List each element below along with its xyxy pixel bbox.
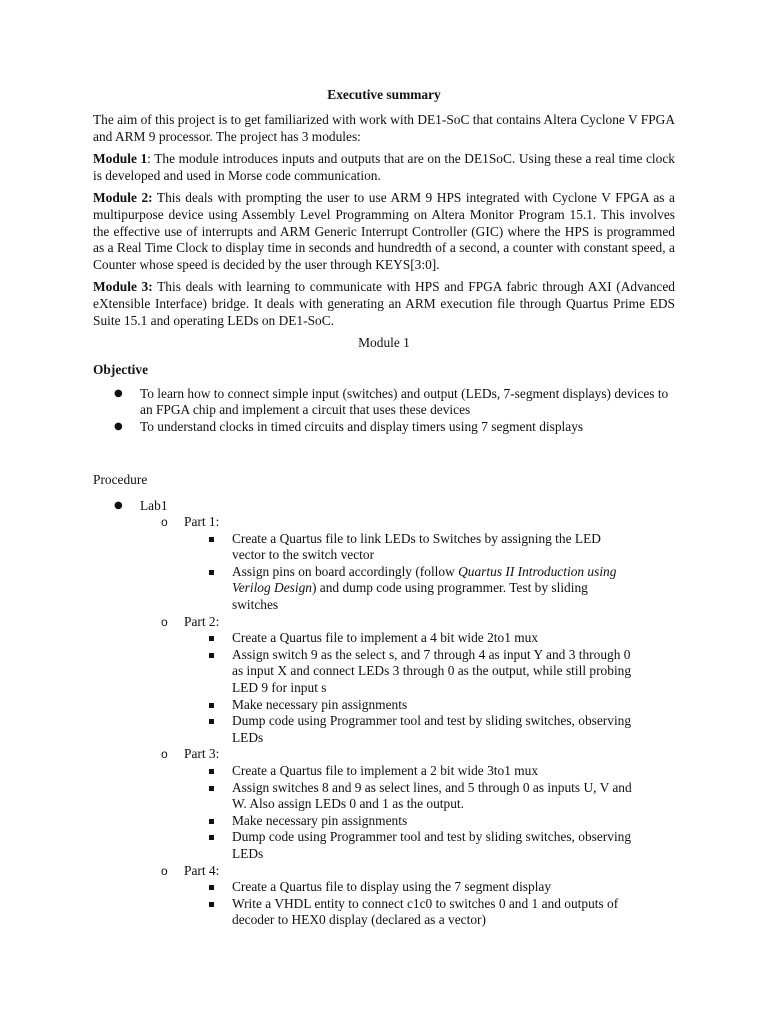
list-item — [93, 419, 675, 436]
reference-title: Quartus II Introduction using Verilog Design — [232, 563, 617, 596]
module-1-summary — [93, 151, 675, 184]
step-list — [185, 531, 633, 614]
step-item — [185, 879, 633, 896]
part-steps — [185, 531, 675, 614]
square-bullet-icon — [209, 703, 214, 708]
part-item — [139, 746, 675, 763]
square-bullet-icon — [209, 653, 214, 658]
part-item — [139, 863, 675, 880]
square-bullet-icon — [209, 902, 214, 907]
step-text: Create a Quartus file to implement a 4 bit wide 2to1 mux — [232, 630, 539, 646]
step-text: Dump code using Programmer tool and test by sliding switches, observing LEDs — [232, 829, 632, 861]
square-bullet-icon — [209, 819, 214, 824]
step-item — [185, 713, 633, 746]
procedure-list — [93, 498, 675, 515]
square-bullet-icon — [209, 835, 214, 840]
step-text: Make necessary pin assignments — [232, 696, 408, 712]
part-steps — [185, 630, 675, 746]
module-label: Module 3: — [93, 279, 153, 295]
part-label: Part 4: — [184, 862, 220, 878]
part-list — [139, 746, 675, 763]
bullet-icon: ● — [114, 420, 123, 432]
step-item — [185, 829, 633, 862]
step-item — [185, 813, 633, 830]
step-item — [185, 780, 633, 813]
part-label: Part 1: — [184, 514, 220, 530]
lab-label: Lab1 — [140, 497, 168, 513]
step-item — [185, 697, 633, 714]
step-text: Create a Quartus file to implement a 2 bit wide 3to1 mux — [232, 763, 539, 778]
module-2-summary — [93, 190, 675, 273]
lab-item — [93, 498, 675, 515]
intro-paragraph: The aim of this project is to get familiarized with work with DE1-SoC that contains Altera Cyclone V FPGA and ARM 9 processor. The project has 3 modules: — [93, 112, 675, 144]
step-text: Create a Quartus file to display using the 7 segment display — [232, 879, 552, 895]
lab-parts — [139, 514, 675, 929]
part-item — [139, 514, 675, 531]
objective-text: To learn how to connect simple input (switches) and output (LEDs, 7-segment displays) devices to an FPGA chip and implement a circuit that uses these devices — [140, 385, 669, 418]
step-text: Assign pins on board accordingly (follow — [232, 563, 459, 579]
step-list — [185, 879, 633, 929]
page-title: Executive summary — [327, 87, 441, 102]
step-item — [185, 564, 633, 614]
module-label: Module 1 — [93, 151, 148, 167]
step-list — [185, 763, 633, 863]
step-item — [185, 896, 633, 929]
step-text: Assign switch 9 as the select s, and 7 through 4 as input Y and 3 through 0 as input X and connect LEDs 3 through 0 as the output, while still probing LED 9 for input s — [232, 646, 632, 696]
square-bullet-icon — [209, 570, 214, 575]
part-steps — [185, 879, 675, 929]
objective-list — [93, 386, 675, 436]
circle-bullet-icon: o — [161, 614, 168, 629]
step-item — [185, 763, 633, 780]
part-list — [139, 514, 675, 531]
procedure-heading: Procedure — [93, 471, 148, 487]
square-bullet-icon — [209, 636, 214, 641]
step-text: Make necessary pin assignments — [232, 812, 408, 828]
part-list — [139, 614, 675, 631]
module-text: This deals with learning to communicate with HPS and FPGA fabric through AXI (Advanced eXtensible Interface) bridge. It deals with generating an ARM execution file through Quartus Prime EDS Suite 15.1 and operating LEDs on DE1-SoC. — [93, 279, 675, 328]
objective-heading: Objective — [93, 361, 149, 377]
part-item — [139, 614, 675, 631]
circle-bullet-icon: o — [161, 863, 168, 878]
step-text: Assign switches 8 and 9 as select lines, and 5 through 0 as inputs U, V and W. Also assign LEDs 0 and 1 as the output. — [232, 779, 632, 812]
step-text: Create a Quartus file to link LEDs to Switches by assigning the LED vector to the switch vector — [232, 530, 601, 563]
objective-text: To understand clocks in timed circuits and display timers using 7 segment displays — [140, 418, 584, 434]
bullet-icon: ● — [114, 499, 123, 511]
part-list — [139, 863, 675, 880]
module-text: : The module introduces inputs and outputs that are on the DE1SoC. Using these a real time clock is developed and used in Morse code communication. — [93, 151, 675, 183]
square-bullet-icon — [209, 769, 214, 774]
circle-bullet-icon: o — [161, 747, 168, 762]
part-label: Part 3: — [184, 746, 220, 762]
circle-bullet-icon: o — [161, 515, 168, 530]
step-text: ) and dump code using programmer. Test by sliding switches — [232, 580, 588, 613]
module-1-heading: Module 1 — [358, 335, 410, 351]
module-label: Module 2: — [93, 190, 153, 206]
part-steps — [185, 763, 675, 863]
module-3-summary — [93, 279, 675, 329]
step-item — [185, 531, 633, 564]
step-item — [185, 647, 633, 697]
part-label: Part 2: — [184, 613, 220, 629]
square-bullet-icon — [209, 719, 214, 724]
step-list — [185, 630, 633, 746]
square-bullet-icon — [209, 885, 214, 890]
page-content — [93, 86, 675, 929]
step-item — [185, 630, 633, 647]
module-text: This deals with prompting the user to use ARM 9 HPS integrated with Cyclone V FPGA as a multipurpose device using Assembly Level Programming on Altera Monitor Program 15.1. This involves the effective use of interrupts and ARM Generic Interrupt Controller (GIC) where the HPS is programmed as a Real Time Clock to display time in seconds and hundredth of a second, a counter with constant speed, a Counter whose speed is decided by the user through KEYS[3:0]. — [93, 190, 675, 272]
step-text: Dump code using Programmer tool and test by sliding switches, observing LEDs — [232, 713, 632, 745]
bullet-icon: ● — [114, 387, 123, 399]
list-item — [93, 386, 675, 419]
step-text: Write a VHDL entity to connect c1c0 to switches 0 and 1 and outputs of decoder to HEX0 display (declared as a vector) — [232, 895, 619, 928]
square-bullet-icon — [209, 786, 214, 791]
square-bullet-icon — [209, 537, 214, 542]
